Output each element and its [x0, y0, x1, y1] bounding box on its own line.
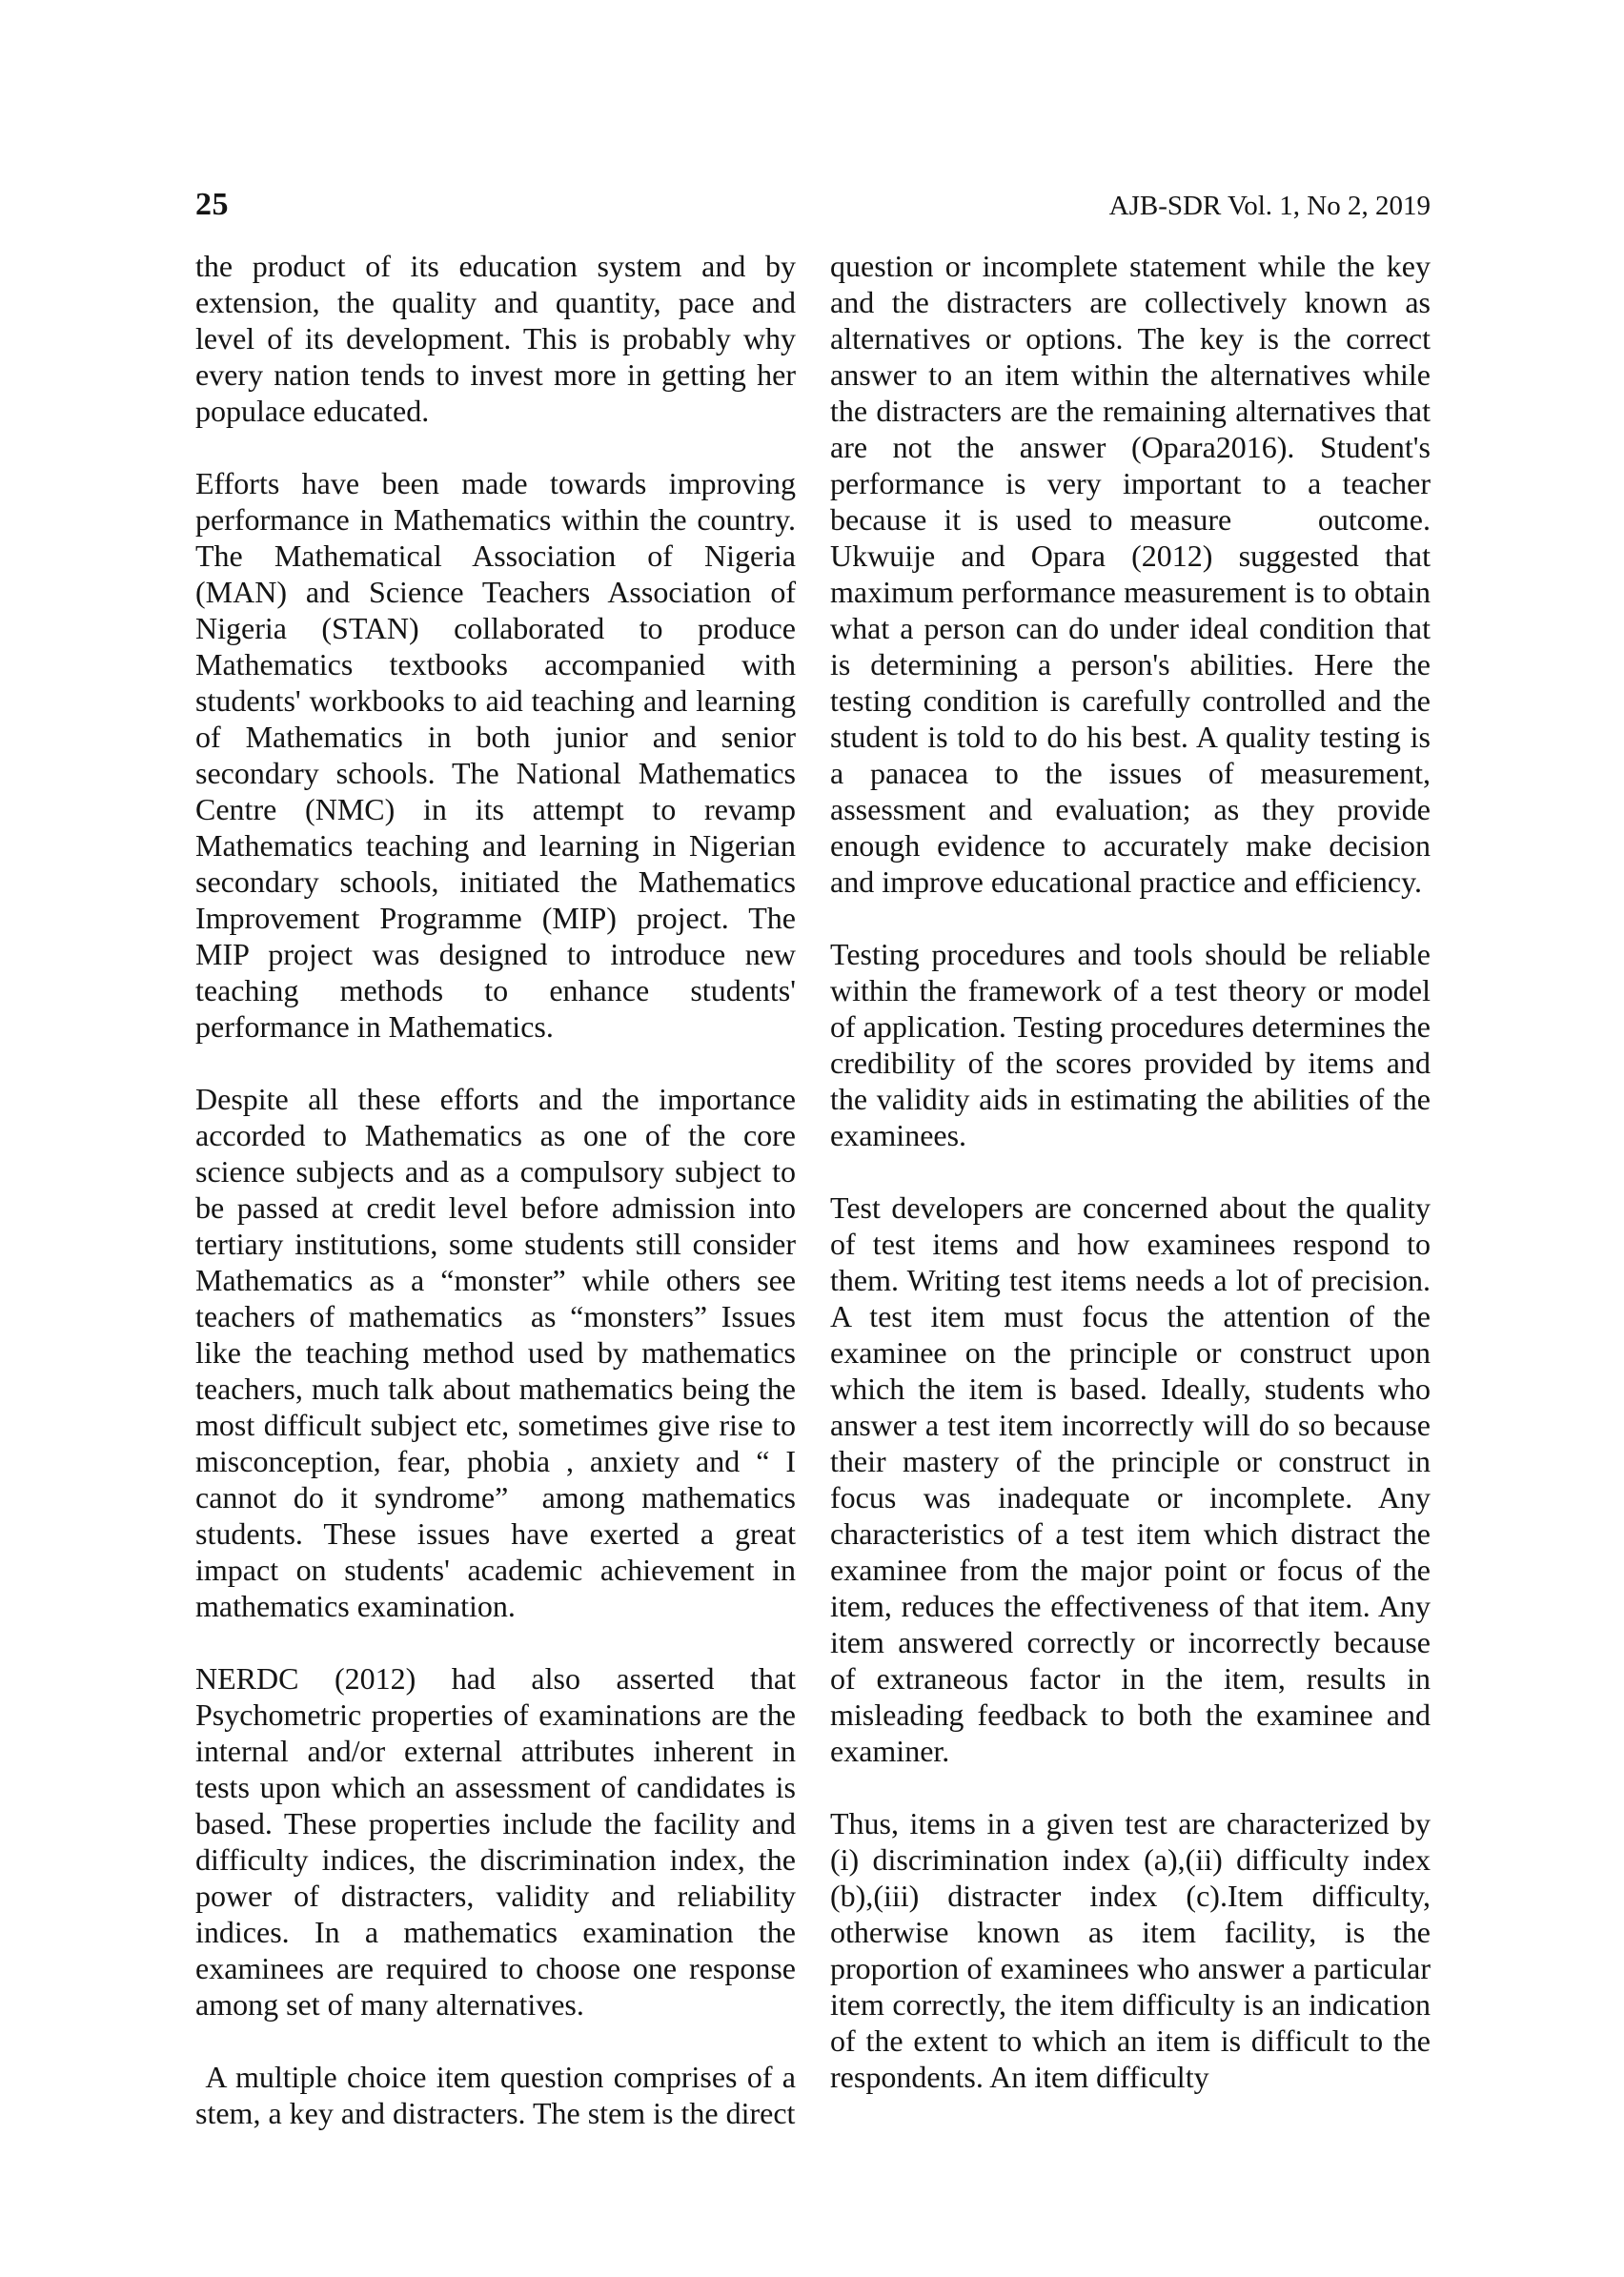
paragraph: Test developers are concerned about the quality of test items and how examinees respond to them. Writing test items needs a lot of precision. A test item must focus the attention of the examinee on the principle or construct upon which the item is based. Ideally, students who answer a test item incorrectly will do so because their mastery of the principle or construct in focus was inadequate or incomplete. Any characteristics of a test item which distract the examinee from the major point or focus of the item, reduces the effectiveness of that item. Any item answered correctly or incorrectly because of extraneous factor in the item, results in misleading feedback to both the examinee and examiner.	[830, 1190, 1431, 1768]
paragraph: Despite all these efforts and the importance accorded to Mathematics as one of the core science subjects and as a compulsory subject to be passed at credit level before admission into tertiary institutions, some students still consider Mathematics as a “monster” while others see teachers of mathematics as “monsters” Issues like the teaching method used by mathematics teachers, much talk about mathematics being the most difficult subject etc, sometimes give rise to misconception, fear, phobia , anxiety and “ I cannot do it syndrome” among mathematics students. These issues have exerted a great impact on students' academic achievement in mathematics examination.	[195, 1082, 796, 1623]
paragraph: question or incomplete statement while the key and the distracters are collectively known as alternatives or options. The key is the correct answer to an item within the alternatives while the distracters are the remaining alternatives that are not the answer (Opara2016). Student's performance is very important to a teacher because it is used to measure outcome. Ukwuije and Opara (2012) suggested that maximum performance measurement is to obtain what a person can do under ideal condition that is determining a person's abilities. Here the testing condition is carefully controlled and the student is told to do his best. A quality testing is a panacea to the issues of measurement, assessment and evaluation; as they provide enough evidence to accurately make decision and improve educational practice and efficiency.	[830, 249, 1431, 899]
page-number: 25	[195, 187, 229, 222]
paragraph: A multiple choice item question comprises of a stem, a key and distracters. The stem is the direct	[195, 2060, 796, 2130]
journal-reference: AJB-SDR Vol. 1, No 2, 2019	[1108, 191, 1431, 221]
right-column	[830, 248, 1431, 2131]
body-columns	[195, 248, 1431, 2131]
page-header	[195, 187, 1431, 223]
left-column	[195, 248, 796, 2131]
paragraph: the product of its education system and by extension, the quality and quantity, pace and level of its development. This is probably why every nation tends to invest more in getting her populace educated.	[195, 249, 796, 428]
paragraph: Testing procedures and tools should be reliable within the framework of a test theory or model of application. Testing procedures determines the credibility of the scores provided by items and the validity aids in estimating the abilities of the examinees.	[830, 937, 1431, 1152]
paragraph: Thus, items in a given test are characterized by (i) discrimination index (a),(ii) difficulty index (b),(iii) distracter index (c).Item difficulty, otherwise known as item facility, is the proportion of examinees who answer a particular item correctly, the item difficulty is an indication of the extent to which an item is difficult to the respondents. An item difficulty	[830, 1806, 1431, 2094]
paragraph: Efforts have been made towards improving performance in Mathematics within the country. The Mathematical Association of Nigeria (MAN) and Science Teachers Association of Nigeria (STAN) collaborated to produce Mathematics textbooks accompanied with students' workbooks to aid teaching and learning of Mathematics in both junior and senior secondary schools. The National Mathematics Centre (NMC) in its attempt to revamp Mathematics teaching and learning in Nigerian secondary schools, initiated the Mathematics Improvement Programme (MIP) project. The MIP project was designed to introduce new teaching methods to enhance students' performance in Mathematics.	[195, 466, 796, 1044]
paragraph: NERDC (2012) had also asserted that Psychometric properties of examinations are the internal and/or external attributes inherent in tests upon which an assessment of candidates is based. These properties include the facility and difficulty indices, the discrimination index, the power of distracters, validity and reliability indices. In a mathematics examination the examinees are required to choose one response among set of many alternatives.	[195, 1661, 796, 2022]
